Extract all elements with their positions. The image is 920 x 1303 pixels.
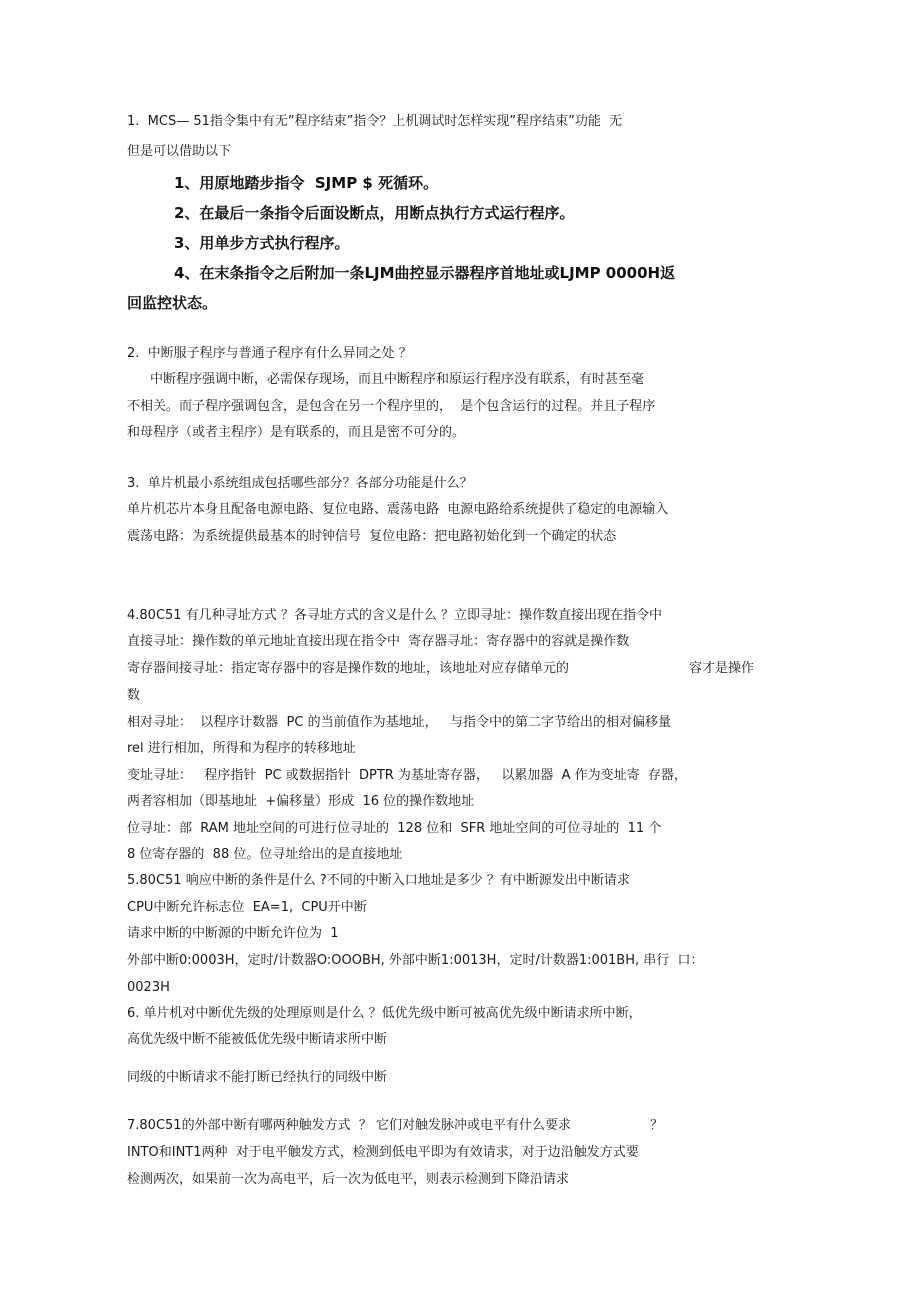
q2-line-2: 不相关。而子程序强调包含，是包含在另一个程序里的， 是个包含运行的过程。并且子程序 [127, 399, 656, 414]
q5-title: 5.80C51 响应中断的条件是什么 ?不同的中断入口地址是多少 ？有中断源发出中断请求 [127, 873, 630, 888]
q5-line-4: 0023H [127, 980, 170, 995]
q3-line-1: 单片机芯片本身且配备电源电路、复位电路、震荡电路 电源电路给系统提供了稳定的电源输入 [127, 502, 669, 517]
q2-title: 2. 中断服子程序与普通子程序有什么异同之处 ？ [127, 346, 412, 361]
q4-line-2: 寄存器间接寻址：指定寄存器中的容是操作数的地址，该地址对应存储单元的 [127, 661, 570, 676]
q3-title: 3. 单片机最小系统组成包括哪些部分？各部分功能是什么？ [127, 476, 473, 491]
q1-intro: 但是可以借助以下 [127, 144, 232, 159]
q4-line-7: 两者容相加（即基地址 +偏移量）形成 16 位的操作数地址 [127, 794, 475, 809]
q1-item-4: 4、在末条指令之后附加一条LJM曲控显示器程序首地址或LJMP 0000H返 [174, 264, 676, 282]
q1-title: 1. MCS— 51指令集中有无”程序结束”指令？上机调试时怎样实现”程序结束”功能 无 [127, 114, 623, 129]
q6-line-1: 高优先级中断不能被低优先级中断请求所中断 [127, 1032, 388, 1047]
q7-line-1: INTO和INT1两种 对于电平触发方式，检测到低电平即为有效请求，对于边沿触发方式要 [127, 1145, 639, 1160]
q4-line-4: 相对寻址： 以程序计数器 PC 的当前值作为基地址， 与指令中的第二字节给出的相对偏移量 [127, 715, 671, 730]
q1-item-2: 2、在最后一条指令后面设断点，用断点执行方式运行程序。 [174, 204, 575, 222]
q5-line-3: 外部中断0:0003H，定时/计数器O:OOOBH, 外部中断1:0013H，定时/计数器1:001BH, 串行 口： [127, 953, 704, 968]
q4-line-8: 位寻址：部 RAM 地址空间的可进行位寻址的 128 位和 SFR 地址空间的可位寻址的 11 个 [127, 821, 662, 836]
q4-line-1: 直接寻址：操作数的单元地址直接出现在指令中 寄存器寻址：寄存器中的容就是操作数 [127, 634, 630, 649]
q1-item-3: 3、用单步方式执行程序。 [174, 234, 350, 252]
q6-line-2: 同级的中断请求不能打断已经执行的同级中断 [127, 1070, 388, 1085]
q5-line-2: 请求中断的中断源的中断允许位为 1 [127, 926, 339, 941]
q7-title-tail: ？ [650, 1118, 664, 1133]
q1-item-4-continued: 回监控状态。 [127, 294, 218, 312]
q4-line-5: rel 进行相加，所得和为程序的转移地址 [127, 741, 356, 756]
q2-line-3: 和母程序（或者主程序）是有联系的，而且是密不可分的。 [127, 425, 466, 440]
q7-title: 7.80C51的外部中断有哪两种触发方式 ？ 它们对触发脉冲或电平有什么要求 [127, 1118, 571, 1133]
q7-line-2: 检测两次，如果前一次为高电平，后一次为低电平，则表示检测到下降沿请求 [127, 1172, 570, 1187]
q5-line-1: CPU中断允许标志位 EA=1, CPU开中断 [127, 900, 367, 915]
q4-line-9: 8 位寄存器的 88 位。位寻址给出的是直接地址 [127, 847, 403, 862]
q3-line-2: 震荡电路：为系统提供最基本的时钟信号 复位电路：把电路初始化到一个确定的状态 [127, 529, 617, 544]
q2-line-1: 中断程序强调中断，必需保存现场，而且中断程序和原运行程序没有联系，有时甚至毫 [150, 372, 645, 387]
q1-item-1: 1、用原地踏步指令 SJMP $ 死循环。 [174, 174, 439, 192]
q4-line-3: 数 [127, 688, 141, 703]
q6-title: 6. 单片机对中断优先级的处理原则是什么 ？低优先级中断可被高优先级中断请求所中断， [127, 1006, 642, 1021]
q4-line-2-tail: 容才是操作 [689, 661, 755, 676]
q4-title: 4.80C51 有几种寻址方式 ？各寻址方式的含义是什么 ？立即寻址：操作数直接出现在指令中 [127, 608, 662, 623]
q4-line-6: 变址寻址： 程序指针 PC 或数据指针 DPTR 为基址寄存器， 以累加器 A 作为变址寄 存器， [127, 768, 687, 783]
